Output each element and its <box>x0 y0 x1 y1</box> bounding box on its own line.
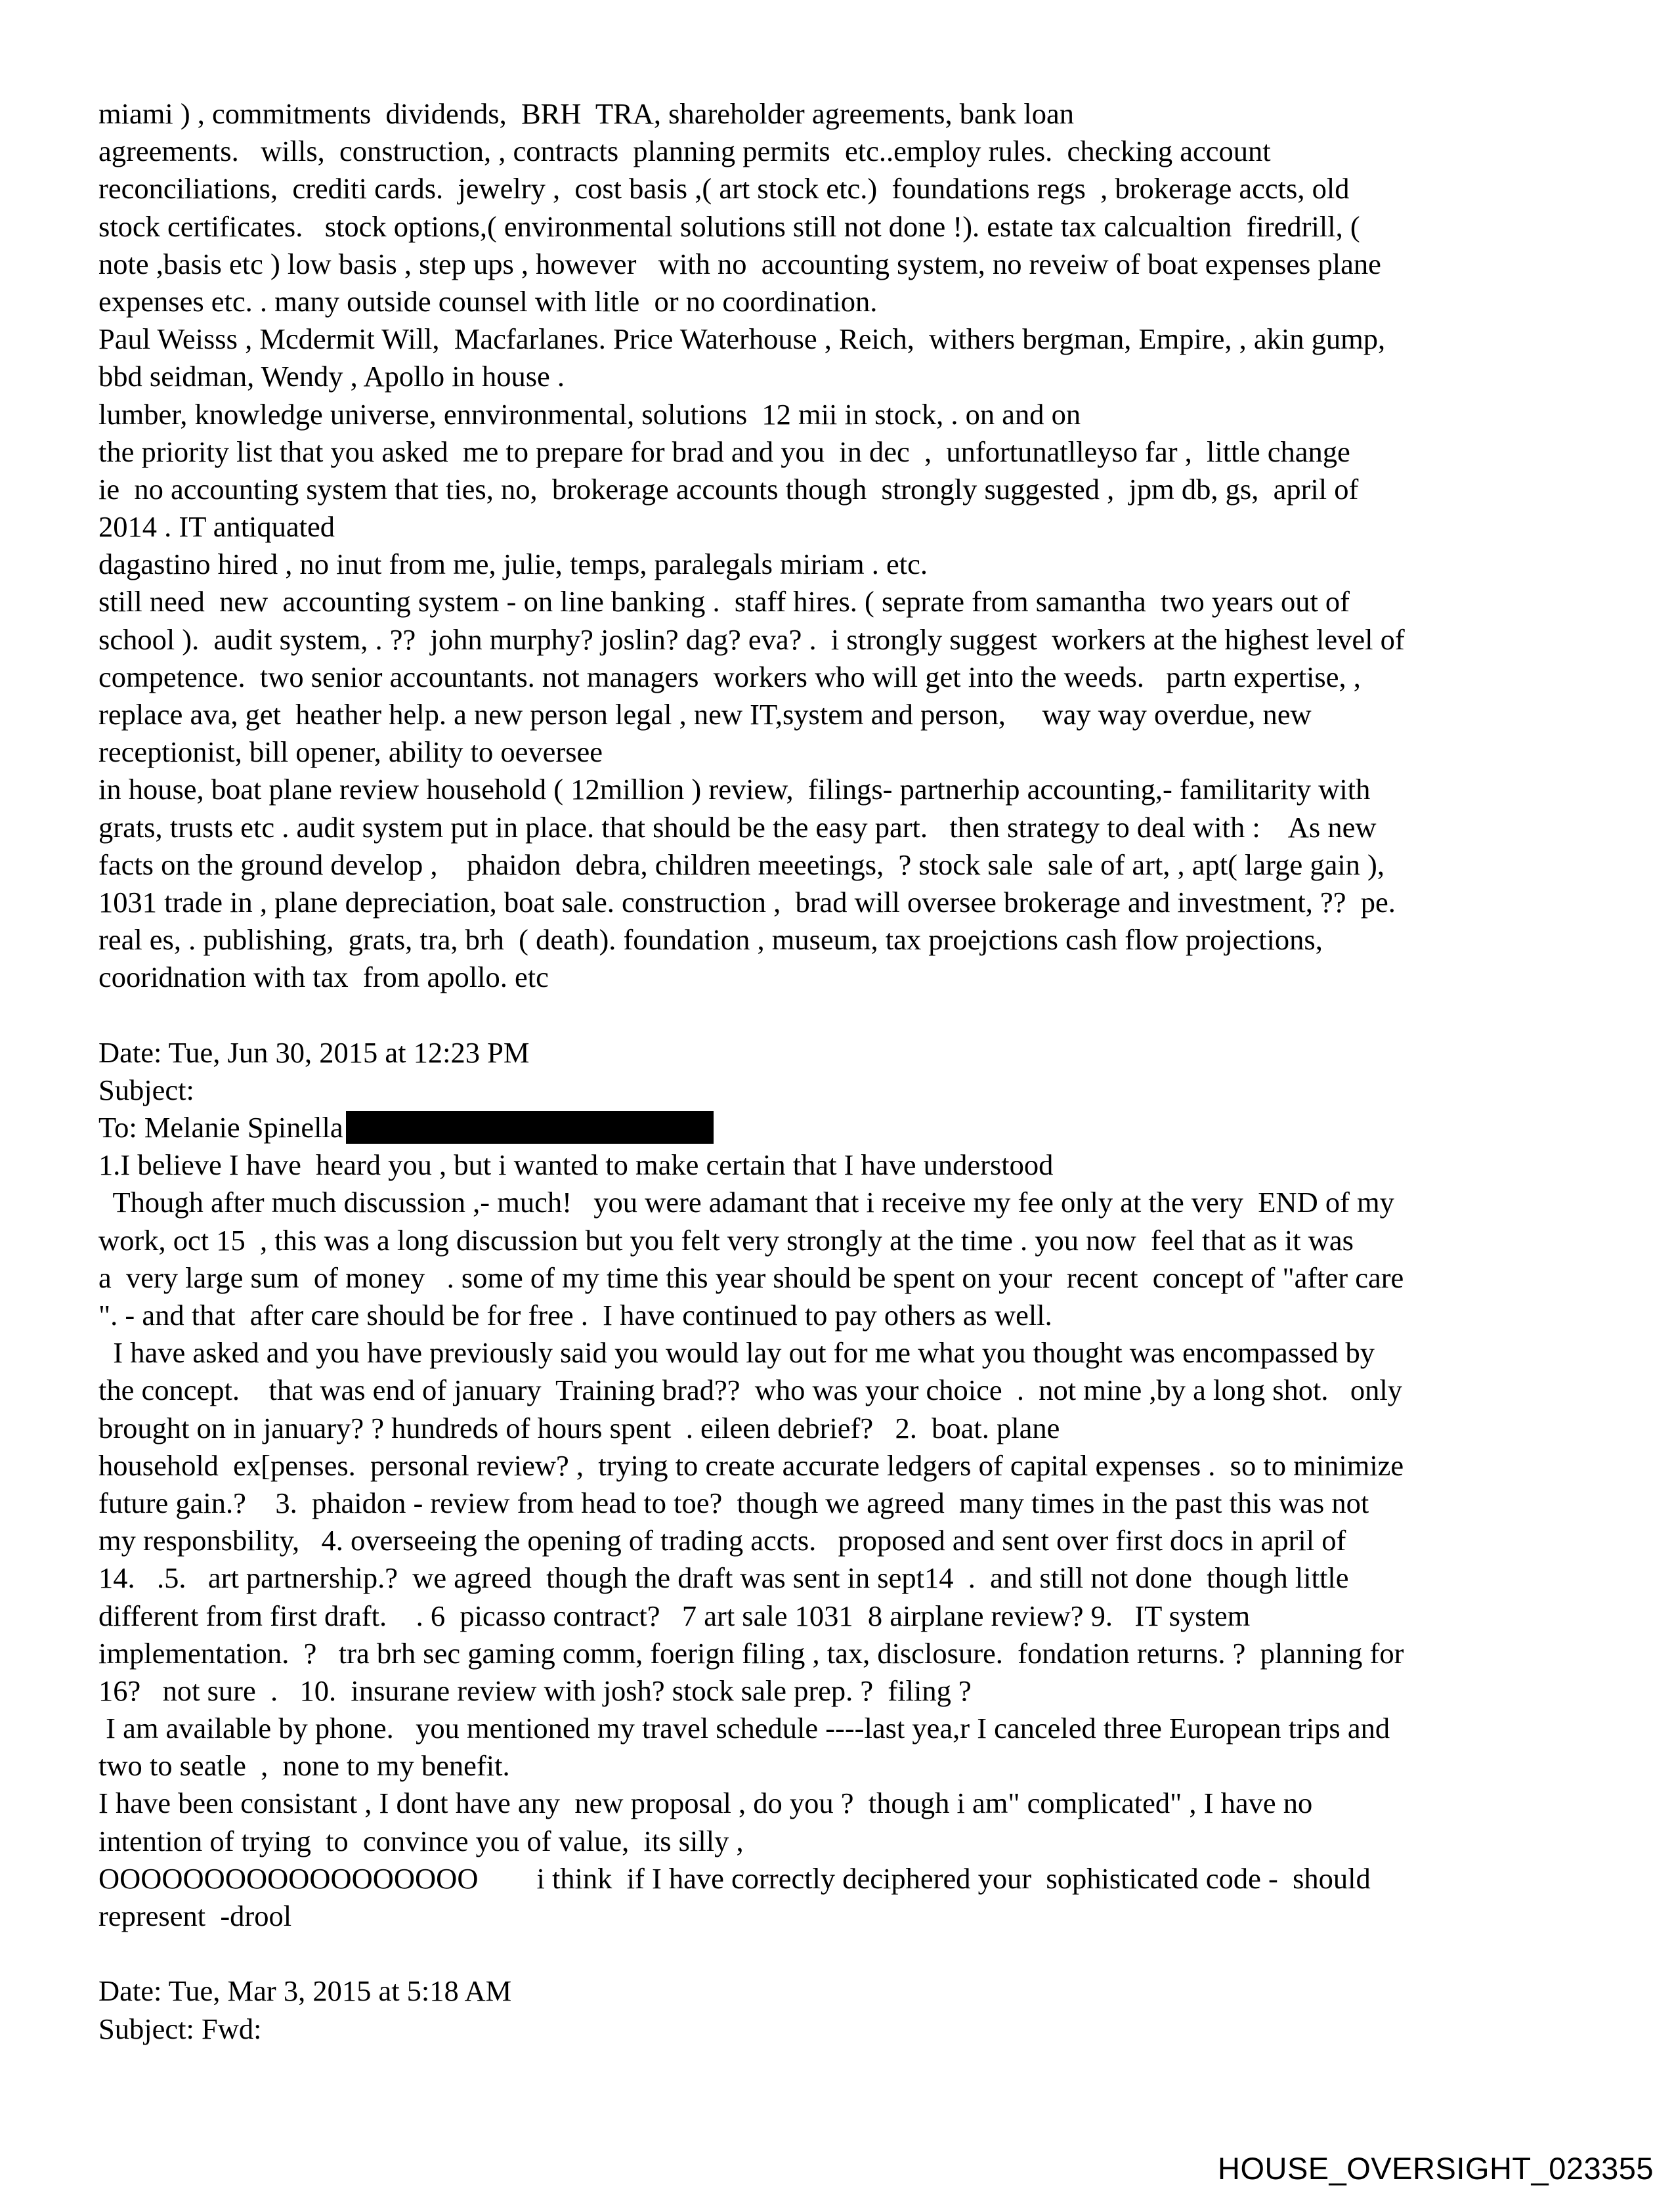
text-line: I have asked and you have previously said you would lay out for me what you thought was encompassed by <box>98 1336 1375 1370</box>
text-line: receptionist, bill opener, ability to oeversee <box>98 735 603 769</box>
email-to-label: To: Melanie Spinella <box>98 1111 343 1144</box>
email-to <box>98 1109 1595 1146</box>
text-line: expenses etc. . many outside counsel with litle or no coordination. <box>98 284 878 318</box>
text-line: work, oct 15 , this was a long discussion but you felt very strongly at the time . you now feel that as it was <box>98 1223 1354 1257</box>
text-line: Paul Weisss , Mcdermit Will, Macfarlanes. Price Waterhouse , Reich, withers bergman, Empire, , akin gump, <box>98 322 1386 356</box>
text-line: in house, boat plane review household ( 12million ) review, filings- partnerhip accounting,- familitarity with <box>98 773 1371 806</box>
text-line: replace ava, get heather help. a new person legal , new IT,system and person, way way overdue, new <box>98 698 1312 731</box>
text-line: ie no accounting system that ties, no, brokerage accounts though strongly suggested , jpm db, gs, april of <box>98 472 1359 506</box>
text-line: school ). audit system, . ?? john murphy? joslin? dag? eva? . i strongly suggest workers at the highest level of <box>98 622 1405 656</box>
text-line: ". - and that after care should be for free . I have continued to pay others as well. <box>98 1299 1052 1332</box>
text-line: implementation. ? tra brh sec gaming comm, foerign filing , tax, disclosure. fondation returns. ? planning for <box>98 1636 1404 1670</box>
text-line: 2014 . IT antiquated <box>98 510 335 544</box>
text-line: cooridnation with tax from apollo. etc <box>98 961 549 994</box>
top-text-block <box>98 95 1595 997</box>
text-line: agreements. wills, construction, , contracts planning permits etc..employ rules. checking account <box>98 135 1271 168</box>
text-line: brought on in january? ? hundreds of hours spent . eileen debrief? 2. boat. plane <box>98 1411 1060 1444</box>
text-line: I have been consistant , I dont have any new proposal , do you ? though i am" complicated" , I have no <box>98 1787 1313 1820</box>
text-line: dagastino hired , no inut from me, julie, temps, paralegals miriam . etc. <box>98 548 928 581</box>
text-line: intention of trying to convince you of value, its silly , <box>98 1824 744 1857</box>
text-line: real es, . publishing, grats, tra, brh ( death). foundation , museum, tax proejctions cash flow projections, <box>98 923 1323 957</box>
email-date: Date: Tue, Jun 30, 2015 at 12:23 PM <box>98 1035 530 1069</box>
text-line: different from first draft. . 6 picasso contract? 7 art sale 1031 8 airplane review? 9. IT system <box>98 1599 1251 1632</box>
text-line: still need new accounting system - on line banking . staff hires. ( seprate from samantha two years out of <box>98 585 1350 618</box>
redaction-bar <box>346 1111 714 1144</box>
text-line: facts on the ground develop , phaidon debra, children meeetings, ? stock sale sale of art, , apt( large gain ), <box>98 848 1384 881</box>
email-header-2 <box>98 1972 1595 2047</box>
text-line: OOOOOOOOOOOOOOOOOO i think if I have correctly deciphered your sophisticated code - should <box>98 1861 1371 1895</box>
text-line: 1.I believe I have heard you , but i wanted to make certain that I have understood <box>98 1148 1054 1182</box>
text-line: household ex[penses. personal review? , trying to create accurate ledgers of capital expenses . so to minimize <box>98 1448 1404 1482</box>
text-line: reconciliations, crediti cards. jewelry , cost basis ,( art stock etc.) foundations regs , brokerage accts, old <box>98 172 1350 206</box>
text-line: grats, trusts etc . audit system put in place. that should be the easy part. then strategy to deal with : As new <box>98 810 1377 844</box>
text-line: two to seatle , none to my benefit. <box>98 1749 510 1783</box>
text-line: 1031 trade in , plane depreciation, boat sale. construction , brad will oversee brokerage and investment, ?? pe. <box>98 885 1396 919</box>
text-line: lumber, knowledge universe, ennvironmental, solutions 12 mii in stock, . on and on <box>98 397 1081 431</box>
text-line: miami ) , commitments dividends, BRH TRA, shareholder agreements, bank loan <box>98 97 1074 130</box>
blank-line <box>98 1935 1595 1972</box>
email-date: Date: Tue, Mar 3, 2015 at 5:18 AM <box>98 1974 512 2008</box>
text-line: the concept. that was end of january Training brad?? who was your choice . not mine ,by a long shot. only <box>98 1374 1403 1407</box>
text-line: stock certificates. stock options,( environmental solutions still not done !). estate tax calcualtion firedrill, ( <box>98 209 1360 243</box>
text-line: the priority list that you asked me to prepare for brad and you in dec , unfortunatlleyso far , little change <box>98 435 1350 468</box>
text-line: 16? not sure . 10. insurane review with josh? stock sale prep. ? filing ? <box>98 1674 972 1707</box>
text-line: I am available by phone. you mentioned my travel schedule ----last yea,r I canceled three European trips and <box>98 1712 1390 1745</box>
text-line: Though after much discussion ,- much! you were adamant that i receive my fee only at the very END of my <box>98 1186 1394 1219</box>
text-line: my responsbility, 4. overseeing the opening of trading accts. proposed and sent over first docs in april of <box>98 1524 1346 1557</box>
email-header-1 <box>98 1034 1595 1147</box>
text-line: a very large sum of money . some of my time this year should be spent on your recent concept of "after care <box>98 1261 1404 1294</box>
email-body-1 <box>98 1146 1595 1935</box>
text-line: represent -drool <box>98 1899 292 1932</box>
text-line: competence. two senior accountants. not managers workers who will get into the weeds. partn expertise, , <box>98 660 1361 693</box>
blank-line <box>98 997 1595 1034</box>
text-line: note ,basis etc ) low basis , step ups , however with no accounting system, no reveiw of boat expenses plane <box>98 247 1381 280</box>
text-line: 14. .5. art partnership.? we agreed though the draft was sent in sept14 . and still not done though little <box>98 1561 1349 1595</box>
text-line: bbd seidman, Wendy , Apollo in house . <box>98 360 565 393</box>
email-subject: Subject: Fwd: <box>98 2012 262 2045</box>
bates-number: HOUSE_OVERSIGHT_023355 <box>1218 2151 1654 2186</box>
email-subject: Subject: <box>98 1073 194 1106</box>
text-line: future gain.? 3. phaidon - review from head to toe? though we agreed many times in the past this was not <box>98 1486 1369 1519</box>
document-page <box>98 95 1595 2048</box>
